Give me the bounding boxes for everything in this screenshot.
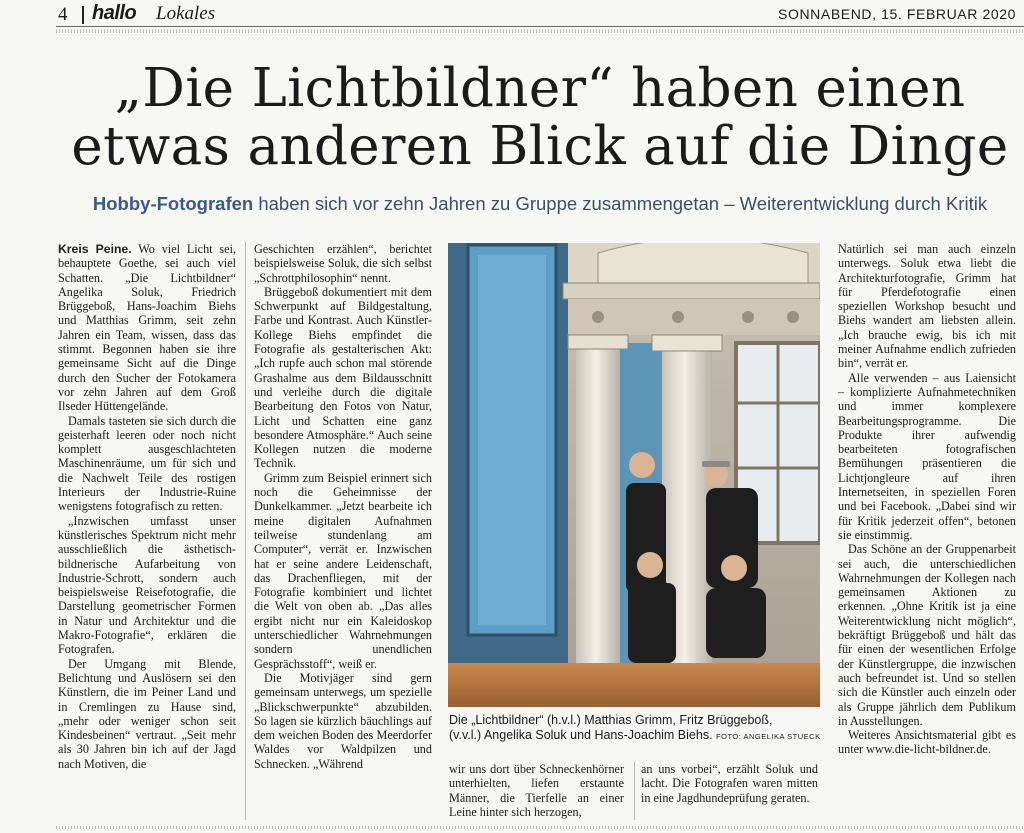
paragraph: Geschichten erzählen“, berichtet beispielsweise Soluk, die sich selbst „Schrottphilosophin“ nennt.: [254, 242, 432, 285]
dateline: Kreis Peine.: [58, 242, 132, 256]
paragraph: Natürlich sei man auch einzeln unterwegs. Soluk etwa liebt die Architekturfotografie, Grimm hat für Pferdefotografie einen speziellen Workshop besucht und Biehs wandert am liebsten allein. „Ich brauche ewig, bis ich mit meiner Aufnahme endlich zufrieden bin“, verrät er.: [838, 242, 1016, 371]
paragraph: wir uns dort über Schneckenhörner unterhielten, liefen erstaunte Männer, die Tierfelle an einer Leine hinter sich herzogen,: [449, 762, 624, 819]
paragraph: „Inzwischen umfasst unser künstlerisches Spektrum nicht mehr ausschließlich die ästhetisch-bildnerische Aufarbeitung von Industrie-Schrott, sondern auch beispielsweise Reisefotografie, die Darstellung geometrischer Formen in Natur und Architektur und die Makro-Fotografie“, erklären die Fotografen.: [58, 513, 236, 657]
paragraph: Das Schöne an der Gruppenarbeit sei auch, die unterschiedlichen Wahrnehmungen der Kollegen nach gemeinsamen Aktionen zu erkennen. „Ohne Kritik ist ja eine Weiterentwicklung nicht möglich“, bekräftigt Brüggeboß und hält das für einen der wesentlichen Erfolge der Künstlergruppe, die inzwischen auch befreundet ist. Und so stellen sich die Künstler auch einzeln oder als Gruppe jährlich dem Publikum in Ausstellungen.: [838, 542, 1016, 728]
paragraph: [58, 242, 236, 414]
article-column-1: [58, 242, 236, 771]
header-rule: [56, 26, 1024, 27]
paragraph: Alle verwenden – aus Laiensicht – komplizierte Aufnahmetechniken und immer komplexere Bearbeitungsprogramme. Die Produkte ihrer aufwendig bearbeiteten fotografischen Bemühungen präsentieren die Lichtjongleure auf ihren Internetseiten, in speziellen Foren und bei Facebook. „Dabei sind wir für Kritik jederzeit offen“, betonen sie einstimmig.: [838, 370, 1016, 542]
issue-date: SONNABEND, 15. FEBRUAR 2020: [778, 6, 1016, 22]
paragraph: Weiteres Ansichtsmaterial gibt es unter www.die-licht-bildner.de.: [838, 728, 1016, 757]
subline-text: haben sich vor zehn Jahren zu Gruppe zusammengetan – Weiterentwicklung durch Kritik: [253, 193, 988, 214]
page-number: 4: [58, 4, 68, 25]
article-column-3: [449, 762, 624, 819]
headline-line-1: „Die Lichtbildner“ haben einen: [114, 58, 966, 119]
article-headline: [56, 60, 1024, 176]
paragraph: Damals tasteten sie sich durch die geisterhaft leeren oder noch nicht komplett ausgeschlachteten Maschinenräume, um für sich und die Nachwelt Teile des rostigen Interieurs der Industrie-Ruine wenigstens fotografisch zu retten.: [58, 413, 236, 514]
article-column-4: [641, 762, 818, 805]
header-divider: [82, 6, 84, 24]
caption-line-1: Die „Lichtbildner“ (h.v.l.) Matthias Grimm, Fritz Brüggeboß,: [449, 713, 773, 727]
section-name: Lokales: [156, 3, 216, 24]
photo-credit: FOTO: ANGELIKA STUECK: [716, 732, 821, 741]
header-dotted-rule: [56, 29, 1024, 33]
paragraph: Grimm zum Beispiel erinnert sich noch die Geheimnisse der Dunkelkammer. „Jetzt bearbeite ich meine digitalen Aufnahmen teilweise stundenlang am Computer“, verrät er. Inzwischen hat er seine andere Leidenschaft, das Drachenfliegen, mit der Fotografie kombiniert und lichtet die Welt von oben ab. „Das alles ergibt nicht nur ein Kaleidoskop unterschiedlicher Wahrnehmungen sondern unendlichen Gesprächsstoff“, weiß er.: [254, 470, 432, 671]
caption-line-2: (v.v.l.) Angelika Soluk und Hans-Joachim Biehs. FOTO: ANGELIKA STUECK: [449, 728, 821, 742]
paragraph: Die Motivjäger sind gern gemeinsam unterwegs, um spezielle „Blickschwerpunkte“ abzubilden. So lagen sie kürzlich bäuchlings auf dem weichen Boden des Meerdorfer Waldes vor Waldpilzen und Schnecken. „Während: [254, 670, 432, 771]
subline-lead: Hobby-Fotografen: [92, 193, 254, 214]
paragraph: Brüggeboß dokumentiert mit dem Schwerpunkt auf Bildgestaltung, Farbe und Kontrast. Auch Künstler-Kollege Biehs empfindet die Fotografie als gestalterischen Akt: „Ich rupfe auch schon mal störende Grashalme aus dem Bildausschnitt und verleihe durch die digitale Bearbeitung den Fotos von Natur, Licht und Schatten eine ganz besondere Atmosphäre.“ Auch seine Kollegen nutzen die moderne Technik.: [254, 284, 432, 471]
paragraph: Der Umgang mit Blende, Belichtung und Auslösern sei den Künstlern, die im Peiner Land und in Cremlingen zu Hause sind, „mehr oder weniger schon seit Kindesbeinen“ vertraut. „Seit mehr als 30 Jahren bin ich auf der Jagd nach Motiven, die: [58, 656, 236, 771]
group-photo-illustration: [448, 243, 820, 707]
article-column-5: [838, 242, 1016, 757]
photo-caption: [449, 713, 821, 744]
article-column-2: [254, 242, 432, 771]
article-subheadline: [56, 193, 1024, 215]
headline-line-2: etwas anderen Blick auf die Dinge: [71, 116, 1009, 177]
paragraph: an uns vorbei“, erzählt Soluk und lacht. Die Fotografen waren mitten in eine Jagdhundeprüfung geraten.: [641, 762, 818, 805]
page-bottom-rule: [56, 826, 1024, 829]
article-photo: [448, 243, 820, 707]
column-divider: [245, 242, 246, 820]
paragraph-text: Wo viel Licht sei, behauptete Goethe, sei auch viel Schatten. „Die Lichtbildner“ Angelika Soluk, Friedrich Brüggeboß, Hans-Joachim Biehs und Matthias Grimm, seit zehn Jahren ein Team, wissen, dass das stimmt. Begonnen haben sie ihre gemeinsame Sicht auf die Dinge durch den Sucher der Fotokamera vor zehn Jahren auf dem Groß Ilseder Hüttengelände.: [58, 242, 237, 414]
newspaper-brand: hallo: [92, 2, 137, 24]
column-divider: [634, 762, 635, 820]
